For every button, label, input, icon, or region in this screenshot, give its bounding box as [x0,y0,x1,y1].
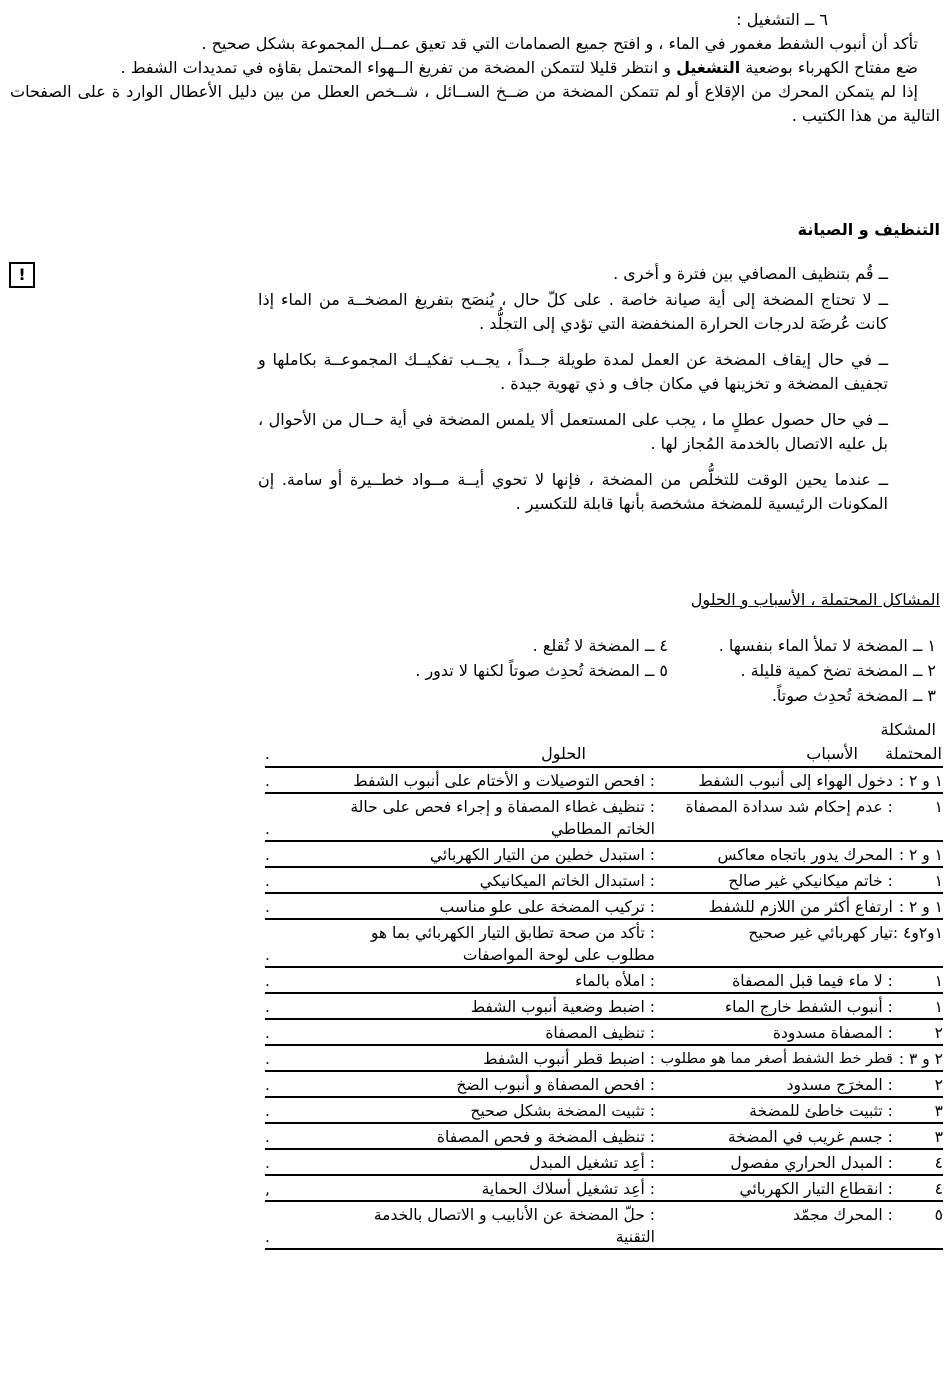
operation-mode-label: التشغيل [676,58,741,77]
table-row [265,1019,943,1045]
row-code: ١ و ٢ : [893,893,943,919]
row-cause: : المحرك مجمّد [655,1201,893,1249]
table-row [265,967,943,993]
row-end-mark: . [265,1071,330,1097]
row-end-mark: . [265,867,330,893]
problem-item: ٣ ــ المضخة تُحدِث صوتاً. [771,686,936,705]
row-end-mark: . [265,1045,330,1071]
row-end-mark: . [265,1019,330,1045]
row-end-mark: . [265,1201,330,1249]
problem-item: ١ ــ المضخة لا تملأ الماء بنفسها . [718,636,936,655]
row-solution: : افحص المصفاة و أنبوب الضخ [330,1071,655,1097]
maintenance-item: ــ في حال حصول عطلٍ ما ، يجب على المستعمل ألا يلمس المضخة في أية حــال من الأحوال ، بل عليه الاتصال بالخدمة المُجاز لها . [258,410,888,453]
row-code: ١ [893,967,943,993]
table-row [265,793,943,841]
row-code: ١ و ٢ : [893,767,943,793]
row-end-mark: . [265,919,330,967]
warning-icon: ! [9,262,35,288]
row-code: ٣ [893,1097,943,1123]
row-code: ١ [893,993,943,1019]
problem-item: ٢ ــ المضخة تضخ كمية قليلة . [740,661,936,680]
row-cause: : أنبوب الشفط خارج الماء [655,993,893,1019]
table-header-problem-2: المحتملة [885,744,942,763]
problem-item: ٤ ــ المضخة لا تُقلع . [532,636,668,655]
row-cause: : لا ماء فيما قبل المصفاة [655,967,893,993]
table-row [265,919,943,967]
row-code: ١ و ٢ : [893,841,943,867]
row-end-mark: . [265,1123,330,1149]
table-row [265,1097,943,1123]
table-row [265,893,943,919]
row-solution: : تثبيت المضخة بشكل صحيح [330,1097,655,1123]
table-row [265,767,943,793]
maintenance-item: ــ في حال إيقاف المضخة عن العمل لمدة طويلة جــداً ، يجــب تفكيــك المجموعــة بكاملها و تجفيف المضخة و تخزينها في مكان جاف و ذي تهوية جيدة . [258,350,888,393]
section-operation [10,8,940,128]
row-end-mark: . [265,967,330,993]
table-row [265,1123,943,1149]
row-cause: : المصفاة مسدودة [655,1019,893,1045]
row-solution: : استبدال الخاتم الميكانيكي [330,867,655,893]
maintenance-item: ــ قُم بتنظيف المصافي بين فترة و أخرى . [613,264,888,283]
row-end-mark: . [265,993,330,1019]
row-cause: تيار كهربائي غير صحيح [655,919,893,967]
row-cause: قطر خط الشفط أصغر مما هو مطلوب [655,1045,893,1071]
table-header-dot: . [264,744,270,763]
row-cause: : تثبيت خاطئ للمضخة [655,1097,893,1123]
table-row [265,1175,943,1201]
row-cause: : جسم غريب في المضخة [655,1123,893,1149]
problems-list-left [328,634,668,684]
row-code: ٤ [893,1149,943,1175]
maintenance-heading: التنظيف و الصيانة [797,220,940,239]
maintenance-item: ــ لا تحتاج المضخة إلى أية صيانة خاصة . على كلّ حال ، يُنصَح بتفريغ المضخــة من الماء إذا كانت عُرضَة لدرجات الحرارة المنخفضة التي تؤدي إلى التجلُّد . [258,290,888,333]
row-solution: : حلّ المضخة عن الأنابيب و الاتصال بالخدمة التقنية [330,1201,655,1249]
row-code: ٥ [893,1201,943,1249]
row-cause: : المخرَج مسدود [655,1071,893,1097]
row-solution: : تركيب المضخة على علو مناسب [330,893,655,919]
operation-paragraph-2: ضع مفتاح الكهرباء بوضعية التشغيل و انتظر قليلا لتتمكن المضخة من تفريغ الــهواء المحتمل بقاؤه في تمديدات الشفط . [120,58,918,77]
row-end-mark: . [265,893,330,919]
operation-heading: ٦ ــ التشغيل : [736,10,828,29]
table-row [265,1071,943,1097]
table-header-causes: الأسباب [806,744,858,763]
row-solution: : أعِد تشغيل أسلاك الحماية [330,1175,655,1201]
row-end-mark: . [265,767,330,793]
row-end-mark: . [265,793,330,841]
problems-list-right [676,634,936,709]
row-solution: : املأه بالماء [330,967,655,993]
row-solution: : استبدل خطين من التيار الكهربائي [330,841,655,867]
problems-heading: المشاكل المحتملة ، الأسباب و الحلول [690,590,940,609]
row-solution: : تأكد من صحة تطابق التيار الكهربائي بما هو مطلوب على لوحة المواصفات [330,919,655,967]
row-code: ٣ [893,1123,943,1149]
row-code: ١و٢و٤ : [893,919,943,967]
table-header-problem-1: المشكلة [880,720,936,739]
row-cause: : خاتم ميكانيكي غير صالح [655,867,893,893]
table-row [265,1045,943,1071]
row-cause: المحرك يدور باتجاه معاكس [655,841,893,867]
row-code: ٢ [893,1071,943,1097]
table-row [265,993,943,1019]
table-row [265,1149,943,1175]
problems-table [265,766,943,1250]
maintenance-item: ــ عندما يحين الوقت للتخلُّص من المضخة ، فإنها لا تحوي أيــة مــواد خطــيرة أو سامة. إن المكونات الرئيسية للمضخة مشخصة بأنها قابلة للتكسير . [258,470,888,513]
row-end-mark: . [265,1097,330,1123]
table-header-solutions: الحلول [541,744,586,763]
row-solution: : اضبط قطر أنبوب الشفط [330,1045,655,1071]
table-row [265,841,943,867]
row-cause: ارتفاع أكثر من اللازم للشفط [655,893,893,919]
row-end-mark: . [265,841,330,867]
row-solution: : اضبط وضعية أنبوب الشفط [330,993,655,1019]
row-cause: : عدم إحكام شد سدادة المصفاة [655,793,893,841]
row-code: ٤ [893,1175,943,1201]
row-code: ٢ و ٣ : [893,1045,943,1071]
row-solution: : أعِد تشغيل المبدل [330,1149,655,1175]
row-end-mark: . [265,1149,330,1175]
row-code: ١ [893,793,943,841]
row-cause: : المبدل الحراري مفصول [655,1149,893,1175]
problem-item: ٥ ــ المضخة تُحدِث صوتاً لكنها لا تدور . [415,661,668,680]
table-row [265,867,943,893]
operation-paragraph-3: إذا لم يتمكن المحرك من الإقلاع أو لم تتمكن المضخة من ضــخ الســائل ، شــخص العطل من بين دليل الأعطال الوارد ة على الصفحات التالية من هذا الكتيب . [10,82,940,125]
row-cause: دخول الهواء إلى أنبوب الشفط [655,767,893,793]
maintenance-list [258,262,888,516]
row-solution: : تنظيف المصفاة [330,1019,655,1045]
row-end-mark: , [265,1175,330,1201]
row-solution: : افحص التوصيلات و الأختام على أنبوب الشفط [330,767,655,793]
row-solution: : تنظيف غطاء المصفاة و إجراء فحص على حالة الخاتم المطاطي [330,793,655,841]
row-code: ١ [893,867,943,893]
row-solution: : تنظيف المضخة و فحص المصفاة [330,1123,655,1149]
operation-paragraph-1: تأكد أن أنبوب الشفط مغمور في الماء ، و افتح جميع الصمامات التي قد تعيق عمــل المجموعة بشكل صحيح . [201,34,918,53]
row-code: ٢ [893,1019,943,1045]
row-cause: : انقطاع التيار الكهربائي [655,1175,893,1201]
table-row [265,1201,943,1249]
